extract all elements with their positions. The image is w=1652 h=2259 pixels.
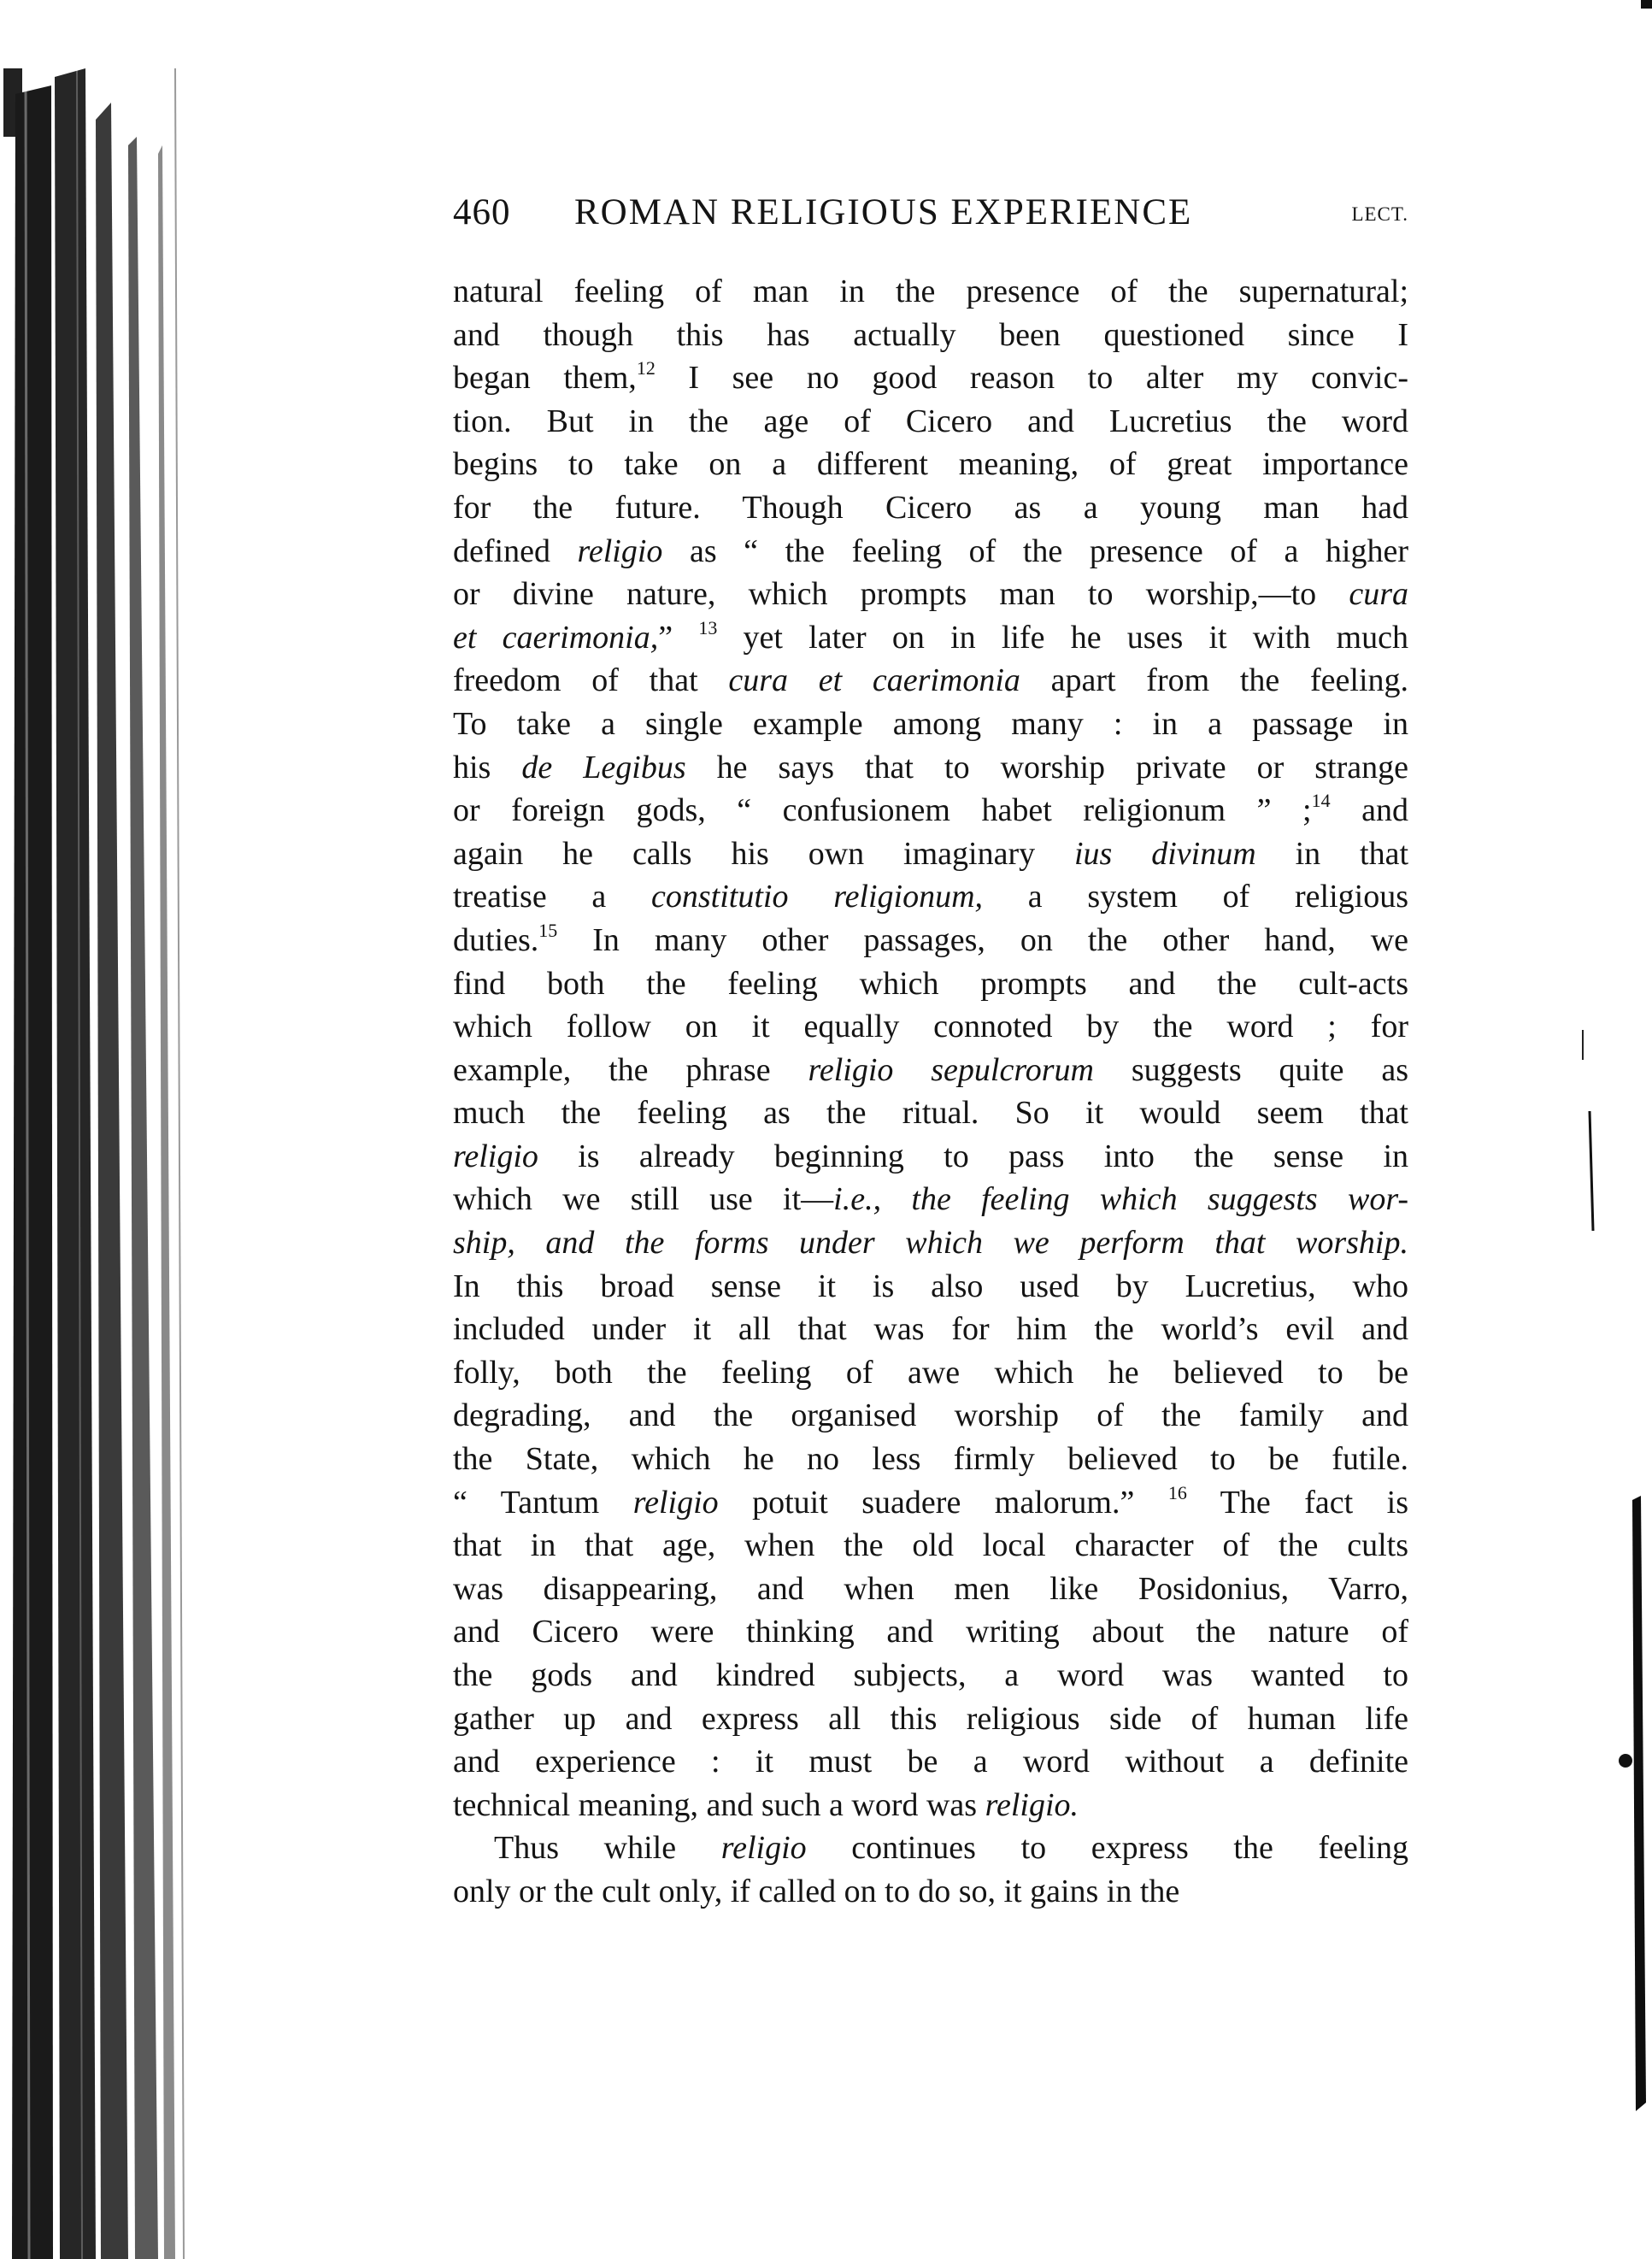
section-abbrev: LECT. — [1351, 203, 1408, 225]
text-line — [453, 1091, 1408, 1135]
text-line — [453, 1049, 1408, 1092]
text-segment: much the feeling as the ritual. So it would seem that — [453, 1095, 1408, 1132]
text-segment: or divine nature, which prompts man to worship,—to — [453, 576, 1349, 613]
text-line — [453, 486, 1408, 530]
text-line — [453, 1697, 1408, 1741]
italic-text: i.e., the feeling which suggests wor- — [833, 1181, 1408, 1218]
text-line — [453, 1610, 1408, 1654]
footnote-ref: 14 — [1311, 790, 1331, 812]
text-segment: folly, both the feeling of awe which he believed to be — [453, 1354, 1408, 1391]
text-line — [453, 1221, 1408, 1265]
text-segment: potuit suadere malorum.” — [718, 1484, 1168, 1521]
italic-text: ship, and the forms under which we perform that worship. — [453, 1225, 1408, 1262]
text-line — [453, 1524, 1408, 1568]
text-segment: is already beginning to pass into the sense in — [538, 1138, 1408, 1174]
text-segment: Thus while — [494, 1830, 721, 1867]
text-line — [453, 1308, 1408, 1351]
running-title: ROMAN RELIGIOUS EXPERIENCE — [574, 192, 1193, 232]
text-segment: yet later on in life he uses it with much — [717, 619, 1408, 656]
text-line — [453, 919, 1408, 962]
text-segment: in that — [1255, 835, 1408, 872]
text-segment: and experience : it must be a word without a definite — [453, 1744, 1408, 1780]
text-segment: In this broad sense it is also used by Lucretius, who — [453, 1268, 1408, 1304]
text-segment: apart from the feeling. — [1020, 662, 1408, 699]
text-segment: suggests quite as — [1093, 1051, 1408, 1088]
text-line — [453, 1568, 1408, 1611]
footnote-ref: 16 — [1167, 1481, 1187, 1503]
text-line — [453, 1740, 1408, 1784]
text-line — [453, 1005, 1408, 1049]
text-line — [453, 1654, 1408, 1697]
text-segment: example, the phrase — [453, 1051, 808, 1088]
text-line — [453, 443, 1408, 486]
text-segment: and — [1330, 792, 1408, 829]
footnote-ref: 15 — [538, 919, 558, 941]
text-segment: To take a single example among many : in a passage in — [453, 705, 1408, 742]
text-segment: that in that age, when the old local character of the cults — [453, 1527, 1408, 1564]
text-segment: as “ the feeling of the presence of a higher — [662, 532, 1408, 569]
italic-text: religio sepulcrorum — [808, 1051, 1094, 1088]
text-line — [453, 1870, 1408, 1914]
italic-text: cura — [1349, 576, 1408, 613]
text-line — [453, 1351, 1408, 1395]
text-line — [453, 832, 1408, 876]
italic-text: de Legibus — [521, 749, 686, 785]
text-line — [453, 616, 1408, 660]
right-edge-marks — [1581, 0, 1652, 2259]
text-segment: duties. — [453, 921, 539, 958]
text-segment: the gods and kindred subjects, a word was wanted to — [453, 1657, 1408, 1693]
text-segment: degrading, and the organised worship of the family and — [453, 1397, 1408, 1434]
text-segment: the State, which he no less firmly believed to be futile. — [453, 1441, 1408, 1478]
text-line — [453, 1481, 1408, 1525]
text-segment: In many other passages, on the other hand, we — [557, 921, 1408, 958]
italic-text: et caerimonia, — [453, 619, 659, 656]
text-line — [453, 314, 1408, 357]
text-segment: tion. But in the age of Cicero and Lucretius the word — [453, 403, 1408, 439]
text-line — [453, 1178, 1408, 1221]
text-segment: “ Tantum — [453, 1484, 633, 1521]
text-segment: gather up and express all this religious side of human life — [453, 1700, 1408, 1737]
text-segment: for the future. Though Cicero as a young man had — [453, 489, 1408, 526]
italic-text: religio — [720, 1830, 807, 1867]
text-line — [453, 1265, 1408, 1309]
text-segment: and Cicero were thinking and writing about the nature of — [453, 1614, 1408, 1650]
text-segment: natural feeling of man in the presence of the supernatural; — [453, 274, 1408, 309]
text-segment: find both the feeling which prompts and the cult-acts — [453, 965, 1408, 1002]
text-segment: included under it all that was for him the world’s evil and — [453, 1311, 1408, 1348]
text-segment: begins to take on a different meaning, of great importance — [453, 446, 1408, 483]
text-segment: a system of religious — [983, 879, 1408, 915]
text-line — [453, 356, 1408, 400]
italic-text: ius divinum — [1074, 835, 1256, 872]
text-segment: technical meaning, and such a word was — [453, 1786, 985, 1823]
text-segment: began them, — [453, 360, 637, 397]
text-segment: which follow on it equally connoted by the word ; for — [453, 1009, 1408, 1045]
text-segment: ” — [658, 619, 699, 656]
text-line — [453, 789, 1408, 832]
text-line — [453, 962, 1408, 1006]
text-segment: was disappearing, and when men like Posidonius, Varro, — [453, 1570, 1408, 1607]
text-segment: freedom of that — [453, 662, 729, 699]
text-segment: again he calls his own imaginary — [453, 835, 1074, 872]
text-line — [453, 573, 1408, 616]
text-segment: which we still use it— — [453, 1181, 834, 1218]
text-line — [453, 270, 1408, 314]
text-line — [453, 400, 1408, 444]
footnote-ref: 12 — [636, 357, 656, 379]
text-segment: treatise a — [453, 879, 652, 915]
italic-text: constitutio religionum, — [651, 879, 984, 915]
text-segment: continues to express the feeling — [806, 1830, 1408, 1867]
italic-text: religio — [453, 1138, 538, 1174]
text-line — [453, 1827, 1408, 1870]
text-segment: he says that to worship private or strange — [685, 749, 1408, 785]
text-segment: defined — [453, 532, 578, 569]
page-number: 460 — [453, 192, 511, 232]
text-segment: his — [453, 749, 522, 785]
text-line — [453, 875, 1408, 919]
page-header — [453, 191, 1408, 243]
text-segment: I see no good reason to alter my convic- — [655, 360, 1408, 397]
text-line — [453, 1438, 1408, 1481]
italic-text: religio — [632, 1484, 719, 1521]
footnote-ref: 13 — [698, 616, 718, 638]
italic-text: religio — [577, 532, 663, 569]
text-line — [453, 659, 1408, 703]
text-line — [453, 1784, 1408, 1827]
text-line — [453, 746, 1408, 790]
text-line — [453, 1135, 1408, 1179]
italic-text: religio. — [985, 1786, 1079, 1823]
book-gutter-shadow — [0, 68, 205, 2259]
body-text — [453, 270, 1408, 1914]
text-line — [453, 530, 1408, 574]
text-segment: The fact is — [1186, 1484, 1408, 1521]
text-segment: and though this has actually been questioned since I — [453, 316, 1408, 353]
italic-text: cura et caerimonia — [728, 662, 1020, 699]
text-line — [453, 1394, 1408, 1438]
text-line — [453, 703, 1408, 746]
text-segment: only or the cult only, if called on to do so, it gains in the — [453, 1873, 1180, 1909]
text-segment: or foreign gods, “ confusionem habet religionum ” ; — [453, 792, 1312, 829]
